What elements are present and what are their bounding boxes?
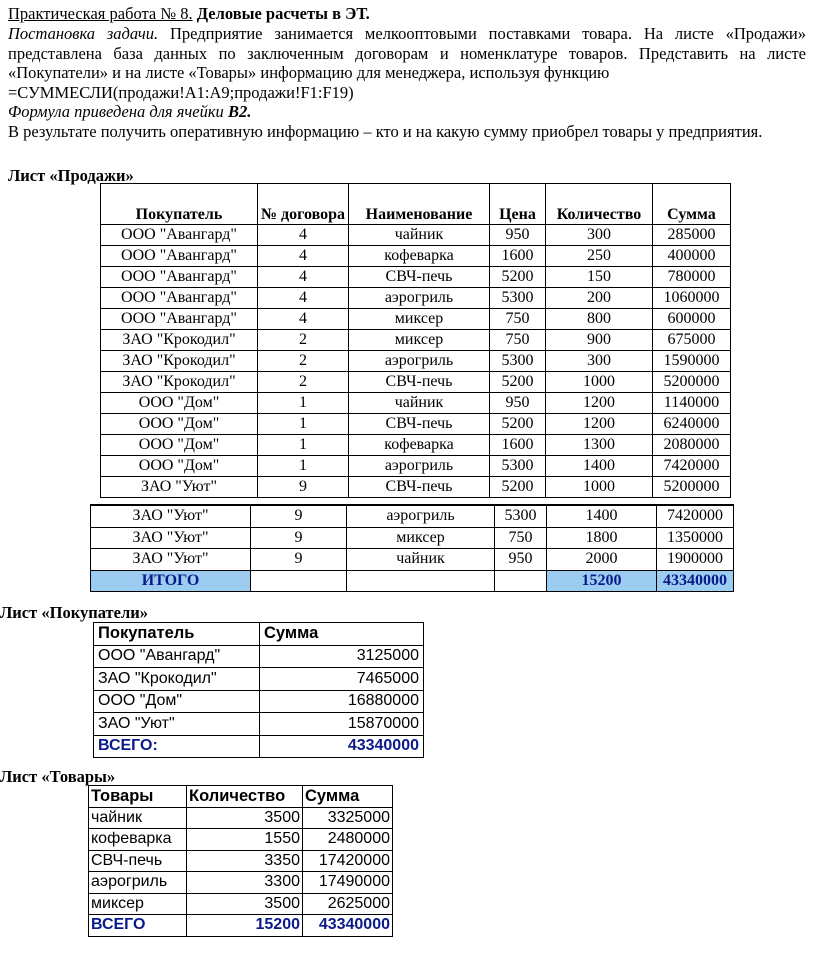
table-cell: ООО "Дом" — [101, 456, 258, 477]
table-cell: 1350000 — [657, 527, 734, 549]
table-cell: 5200 — [490, 477, 546, 498]
goods-total-sum: 43340000 — [303, 915, 393, 937]
table-cell: ЗАО "Уют" — [101, 477, 258, 498]
goods-col-qty: Количество — [187, 786, 303, 808]
table-cell: ЗАО "Уют" — [94, 713, 260, 736]
table-cell: чайник — [89, 807, 187, 829]
table-cell: 400000 — [653, 246, 731, 267]
table-cell: кофеварка — [349, 435, 490, 456]
goods-header-row — [89, 786, 393, 808]
table-row — [101, 393, 731, 414]
table-cell: 675000 — [653, 330, 731, 351]
col-qty-header: Количество — [546, 184, 653, 225]
table-cell: 5200 — [490, 414, 546, 435]
table-row — [89, 850, 393, 872]
table-cell: 2080000 — [653, 435, 731, 456]
table-cell: 6240000 — [653, 414, 731, 435]
table-cell: ООО "Авангард" — [101, 246, 258, 267]
table-row — [101, 435, 731, 456]
table-cell: миксер — [349, 309, 490, 330]
table-cell: 5200 — [490, 372, 546, 393]
goods-total-row — [89, 915, 393, 937]
table-cell: миксер — [347, 527, 495, 549]
table-cell: ЗАО "Крокодил" — [101, 372, 258, 393]
table-row — [89, 872, 393, 894]
table-cell: 900 — [546, 330, 653, 351]
table-cell: ЗАО "Крокодил" — [101, 330, 258, 351]
col-item-header: Наименование — [349, 184, 490, 225]
table-cell: 5200000 — [653, 477, 731, 498]
table-cell: 15870000 — [260, 713, 424, 736]
buyers-header-row — [94, 623, 424, 646]
table-cell: ЗАО "Крокодил" — [101, 351, 258, 372]
table-cell: 16880000 — [260, 690, 424, 713]
buyers-total-sum: 43340000 — [260, 735, 424, 758]
table-cell: 4 — [258, 309, 349, 330]
sales-total-sum: 43340000 — [657, 570, 734, 592]
title-topic: Деловые расчеты в ЭТ. — [196, 4, 370, 23]
table-row — [101, 330, 731, 351]
sales-header-row — [101, 184, 731, 225]
table-cell: 1590000 — [653, 351, 731, 372]
table-cell: ООО "Авангард" — [94, 645, 260, 668]
table-cell: 3500 — [187, 807, 303, 829]
table-row — [101, 267, 731, 288]
table-cell: 150 — [546, 267, 653, 288]
table-cell: 3500 — [187, 893, 303, 915]
table-cell: 950 — [490, 393, 546, 414]
table-row — [91, 549, 734, 571]
table-cell: 2 — [258, 372, 349, 393]
table-row — [101, 477, 731, 498]
table-cell: кофеварка — [349, 246, 490, 267]
table-cell: ООО "Авангард" — [101, 288, 258, 309]
table-cell: 4 — [258, 267, 349, 288]
table-cell: 3350 — [187, 850, 303, 872]
buyers-sheet-title: Лист «Покупатели» — [0, 603, 148, 622]
formula-text: =СУММЕСЛИ(продажи!A1:A9;продажи!F1:F19) — [8, 83, 354, 102]
task-text: Предприятие занимается мелкооптовыми поставками товара. На листе «Продажи» представлена база данных по заключенным договорам и номенклатуре товаров. Представить на листе «Покупатели» и на листе «Товары» информацию для менеджера, используя функцию — [8, 24, 807, 83]
table-cell: 5300 — [490, 288, 546, 309]
formula-hint — [8, 102, 251, 122]
table-cell: ЗАО "Уют" — [91, 549, 251, 571]
table-cell: 1200 — [546, 393, 653, 414]
table-row — [101, 372, 731, 393]
table-cell: 4 — [258, 246, 349, 267]
table-row — [94, 690, 424, 713]
table-cell: чайник — [349, 225, 490, 246]
table-row — [89, 807, 393, 829]
table-cell: 1900000 — [657, 549, 734, 571]
formula-hint-text: Формула приведена для ячейки — [8, 102, 224, 121]
table-cell: СВЧ-печь — [89, 850, 187, 872]
title-work-number: Практическая работа № 8. — [8, 4, 193, 23]
goods-col-item: Товары — [89, 786, 187, 808]
formula-hint-cell: B2. — [227, 102, 252, 121]
table-cell: аэрогриль — [349, 288, 490, 309]
table-row — [101, 456, 731, 477]
table-cell: 800 — [546, 309, 653, 330]
task-label: Постановка задачи. — [8, 24, 159, 43]
table-cell: 250 — [546, 246, 653, 267]
page-title — [8, 4, 370, 24]
table-cell: миксер — [89, 893, 187, 915]
table-cell: 5300 — [490, 456, 546, 477]
table-row — [101, 309, 731, 330]
table-cell: 950 — [495, 549, 547, 571]
goods-total-qty: 15200 — [187, 915, 303, 937]
table-cell: 750 — [490, 330, 546, 351]
buyers-total-row — [94, 735, 424, 758]
goods-col-sum: Сумма — [303, 786, 393, 808]
col-buyer-header: Покупатель — [101, 184, 258, 225]
goods-total-label: ВСЕГО — [89, 915, 187, 937]
table-cell: СВЧ-печь — [349, 267, 490, 288]
table-row — [91, 527, 734, 549]
table-cell: 17490000 — [303, 872, 393, 894]
table-cell: 7465000 — [260, 668, 424, 691]
table-cell: 2625000 — [303, 893, 393, 915]
table-cell: 1200 — [546, 414, 653, 435]
table-cell: 2000 — [547, 549, 657, 571]
table-row — [101, 288, 731, 309]
table-cell: 5200 — [490, 267, 546, 288]
table-cell: 5300 — [490, 351, 546, 372]
table-cell: 1400 — [547, 505, 657, 527]
table-cell: 2 — [258, 330, 349, 351]
table-cell: 200 — [546, 288, 653, 309]
table-cell: миксер — [349, 330, 490, 351]
table-row — [94, 668, 424, 691]
table-cell: ЗАО "Уют" — [91, 527, 251, 549]
col-contract-header: № договора — [258, 184, 349, 225]
table-cell: 9 — [251, 549, 347, 571]
table-cell: 4 — [258, 225, 349, 246]
table-cell: СВЧ-печь — [349, 372, 490, 393]
table-row — [89, 829, 393, 851]
table-cell: 1000 — [546, 477, 653, 498]
table-cell: 1550 — [187, 829, 303, 851]
table-cell: кофеварка — [89, 829, 187, 851]
table-cell: 1600 — [490, 435, 546, 456]
table-cell: 285000 — [653, 225, 731, 246]
table-cell: 1800 — [547, 527, 657, 549]
table-row — [91, 505, 734, 527]
goods-table — [88, 785, 393, 937]
table-cell: 1 — [258, 435, 349, 456]
table-cell: ООО "Дом" — [101, 435, 258, 456]
sales-table-continued — [90, 504, 734, 592]
table-cell: 600000 — [653, 309, 731, 330]
table-row — [94, 645, 424, 668]
buyers-table — [93, 622, 424, 758]
table-cell: 1600 — [490, 246, 546, 267]
task-description — [8, 24, 806, 83]
table-cell: 1060000 — [653, 288, 731, 309]
table-cell: 3325000 — [303, 807, 393, 829]
table-cell: 1140000 — [653, 393, 731, 414]
table-cell: ООО "Авангард" — [101, 267, 258, 288]
table-cell: ЗАО "Уют" — [91, 505, 251, 527]
table-cell: 1 — [258, 414, 349, 435]
table-cell: 9 — [258, 477, 349, 498]
table-cell: 9 — [251, 527, 347, 549]
table-cell: 750 — [490, 309, 546, 330]
table-row — [101, 225, 731, 246]
sales-total-row — [91, 570, 734, 592]
table-cell: 3125000 — [260, 645, 424, 668]
table-cell: ООО "Дом" — [94, 690, 260, 713]
table-cell: 3300 — [187, 872, 303, 894]
table-cell: ООО "Дом" — [101, 414, 258, 435]
table-row — [89, 893, 393, 915]
table-cell: 1400 — [546, 456, 653, 477]
result-text: В результате получить оперативную информацию – кто и на какую сумму приобрел товары у предприятия. — [8, 122, 763, 141]
table-cell: 300 — [546, 351, 653, 372]
table-row — [101, 351, 731, 372]
table-cell: ООО "Авангард" — [101, 225, 258, 246]
table-cell: СВЧ-печь — [349, 477, 490, 498]
goods-sheet-title: Лист «Товары» — [0, 767, 116, 786]
sales-sheet-title: Лист «Продажи» — [8, 166, 134, 185]
table-cell: 1 — [258, 393, 349, 414]
table-cell: аэрогриль — [349, 351, 490, 372]
table-cell: аэрогриль — [349, 456, 490, 477]
table-cell: чайник — [347, 549, 495, 571]
table-cell: ЗАО "Крокодил" — [94, 668, 260, 691]
table-cell: 780000 — [653, 267, 731, 288]
sales-table — [100, 183, 731, 498]
table-cell: 750 — [495, 527, 547, 549]
table-cell: 5300 — [495, 505, 547, 527]
table-cell: 7420000 — [653, 456, 731, 477]
buyers-total-label: ВСЕГО: — [94, 735, 260, 758]
buyers-col-sum: Сумма — [260, 623, 424, 646]
table-cell: 7420000 — [657, 505, 734, 527]
col-price-header: Цена — [490, 184, 546, 225]
table-cell: 300 — [546, 225, 653, 246]
table-cell: 1 — [258, 456, 349, 477]
table-row — [101, 414, 731, 435]
sales-total-qty: 15200 — [547, 570, 657, 592]
table-cell: 2 — [258, 351, 349, 372]
table-cell: 1300 — [546, 435, 653, 456]
table-cell: чайник — [349, 393, 490, 414]
table-cell: 5200000 — [653, 372, 731, 393]
table-cell: аэрогриль — [347, 505, 495, 527]
buyers-col-buyer: Покупатель — [94, 623, 260, 646]
table-cell: СВЧ-печь — [349, 414, 490, 435]
table-cell: 2480000 — [303, 829, 393, 851]
table-cell: 17420000 — [303, 850, 393, 872]
table-cell: 950 — [490, 225, 546, 246]
table-cell: 4 — [258, 288, 349, 309]
table-cell: 1000 — [546, 372, 653, 393]
table-row — [94, 713, 424, 736]
sales-total-label: ИТОГО — [91, 570, 251, 592]
col-sum-header: Сумма — [653, 184, 731, 225]
table-cell: аэрогриль — [89, 872, 187, 894]
table-cell: ООО "Авангард" — [101, 309, 258, 330]
table-cell: 9 — [251, 505, 347, 527]
table-cell: ООО "Дом" — [101, 393, 258, 414]
table-row — [101, 246, 731, 267]
